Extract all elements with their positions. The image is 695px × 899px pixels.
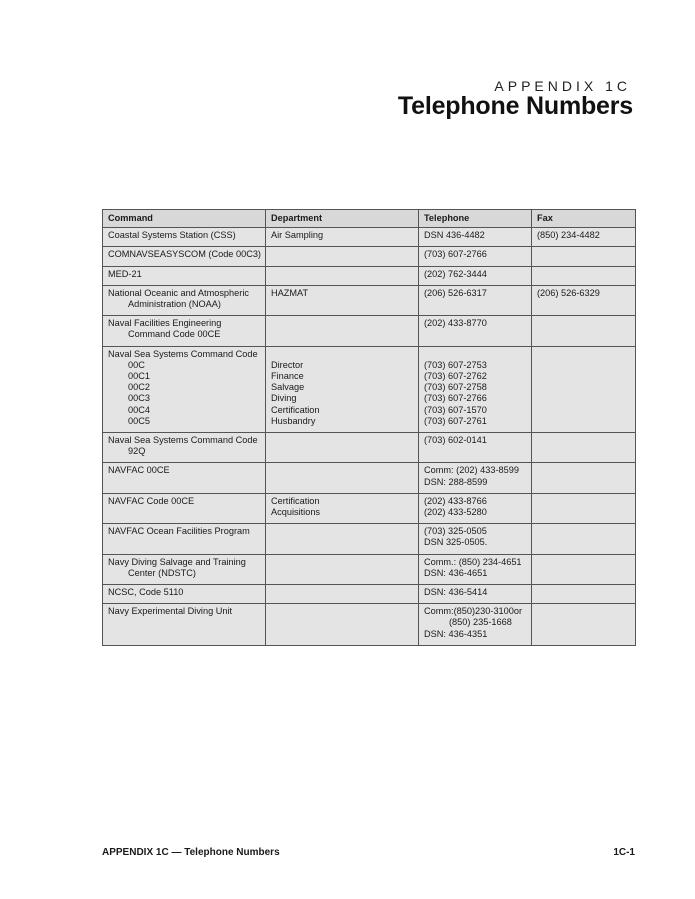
cell-department (266, 604, 419, 646)
cell-command (103, 285, 266, 315)
page-number: 1C-1 (613, 847, 635, 858)
table-row (103, 524, 636, 554)
department-line: Acquisitions (271, 507, 321, 518)
cell-department (266, 493, 419, 523)
command-line: 00C (128, 359, 145, 370)
column-header-telephone: Telephone (419, 210, 532, 228)
cell-fax (532, 604, 636, 646)
column-header-fax: Fax (532, 210, 636, 228)
telephone-line: (850) 235-1668 (449, 617, 512, 628)
department-line: Air Sampling (271, 230, 324, 241)
telephone-line: (703) 607-2761 (424, 415, 487, 426)
cell-command (103, 554, 266, 584)
fax-line: (206) 526-6329 (537, 287, 600, 298)
cell-department (266, 554, 419, 584)
telephone-line: Comm: (202) 433-8599 (424, 465, 519, 476)
command-line: Navy Diving Salvage and Training (108, 556, 246, 567)
table-row (103, 285, 636, 315)
cell-telephone (419, 316, 532, 346)
telephone-line: (703) 325-0505 (424, 526, 487, 537)
telephone-line (424, 349, 526, 360)
cell-department (266, 433, 419, 463)
command-line: 00C2 (128, 382, 150, 393)
cell-telephone (419, 285, 532, 315)
table-row (103, 266, 636, 285)
table-row (103, 228, 636, 247)
cell-department (266, 524, 419, 554)
command-line: NCSC, Code 5110 (108, 587, 184, 598)
cell-telephone (419, 247, 532, 266)
cell-fax (532, 554, 636, 584)
telephone-line: DSN: 288-8599 (424, 476, 488, 487)
department-line: Certification (271, 404, 320, 415)
command-line: Naval Sea Systems Command Code (108, 348, 258, 359)
cell-command (103, 604, 266, 646)
command-line: Naval Sea Systems Command Code (108, 435, 258, 446)
table-row (103, 585, 636, 604)
telephone-line: (202) 433-5280 (424, 507, 487, 518)
table-row (103, 247, 636, 266)
command-line: 92Q (128, 446, 146, 457)
telephone-line: (202) 762-3444 (424, 268, 487, 279)
table-header-row (103, 210, 636, 228)
command-line: Administration (NOAA) (128, 299, 221, 310)
footer-title: APPENDIX 1C — Telephone Numbers (102, 847, 280, 858)
cell-telephone (419, 493, 532, 523)
telephone-line: DSN 436-4482 (424, 230, 485, 241)
table-row (103, 346, 636, 432)
department-line: Certification (271, 495, 320, 506)
command-line: COMNAVSEASYSCOM (Code 00C3) (108, 249, 261, 260)
cell-department (266, 316, 419, 346)
cell-command (103, 316, 266, 346)
cell-command (103, 524, 266, 554)
cell-fax (532, 433, 636, 463)
command-line: Center (NDSTC) (128, 567, 196, 578)
table-body (103, 228, 636, 646)
telephone-line: DSN: 436-4351 (424, 628, 488, 639)
cell-department (266, 228, 419, 247)
telephone-line: (703) 607-2758 (424, 382, 487, 393)
cell-fax (532, 266, 636, 285)
table-row (103, 463, 636, 493)
command-line: NAVFAC Ocean Facilities Program (108, 526, 250, 537)
cell-department (266, 346, 419, 432)
table-row (103, 493, 636, 523)
cell-department (266, 463, 419, 493)
telephone-line: DSN 325-0505. (424, 537, 488, 548)
department-line (271, 349, 413, 360)
cell-fax (532, 346, 636, 432)
cell-command (103, 266, 266, 285)
telephone-line: (703) 602-0141 (424, 435, 487, 446)
department-line: Director (271, 359, 304, 370)
cell-telephone (419, 463, 532, 493)
cell-telephone (419, 585, 532, 604)
telephone-line: (703) 607-2766 (424, 393, 487, 404)
command-line: NAVFAC Code 00CE (108, 495, 195, 506)
telephone-line: (202) 433-8770 (424, 318, 487, 329)
appendix-label: APPENDIX 1C (494, 78, 631, 94)
cell-department (266, 266, 419, 285)
cell-command (103, 463, 266, 493)
telephone-line: Comm:(850)230-3100or (424, 606, 523, 617)
column-header-command: Command (103, 210, 266, 228)
command-line: MED-21 (108, 268, 142, 279)
cell-telephone (419, 346, 532, 432)
command-line: Navy Experimental Diving Unit (108, 606, 233, 617)
command-line: National Oceanic and Atmospheric (108, 287, 249, 298)
cell-department (266, 585, 419, 604)
table-row (103, 554, 636, 584)
cell-fax (532, 316, 636, 346)
department-line: Finance (271, 371, 304, 382)
column-header-department: Department (266, 210, 419, 228)
command-line: Naval Facilities Engineering (108, 318, 222, 329)
cell-department (266, 247, 419, 266)
cell-fax (532, 247, 636, 266)
cell-command (103, 585, 266, 604)
department-line: Salvage (271, 382, 305, 393)
telephone-line: (206) 526-6317 (424, 287, 487, 298)
telephone-line: (202) 433-8766 (424, 495, 487, 506)
department-line: Husbandry (271, 415, 316, 426)
telephone-line: Comm.: (850) 234-4651 (424, 556, 522, 567)
command-line: 00C4 (128, 404, 150, 415)
command-line: 00C3 (128, 393, 150, 404)
telephone-line: (703) 607-2762 (424, 371, 487, 382)
telephone-line: (703) 607-1570 (424, 404, 487, 415)
fax-line: (850) 234-4482 (537, 230, 600, 241)
cell-fax (532, 493, 636, 523)
command-line: 00C1 (128, 371, 150, 382)
command-line: Command Code 00CE (128, 329, 221, 340)
cell-telephone (419, 554, 532, 584)
cell-command (103, 228, 266, 247)
cell-command (103, 247, 266, 266)
cell-fax (532, 228, 636, 247)
cell-telephone (419, 604, 532, 646)
telephone-line: (703) 607-2753 (424, 359, 487, 370)
cell-telephone (419, 228, 532, 247)
telephone-line: (703) 607-2766 (424, 249, 487, 260)
cell-command (103, 433, 266, 463)
cell-department (266, 285, 419, 315)
cell-command (103, 493, 266, 523)
cell-command (103, 346, 266, 432)
table-row (103, 604, 636, 646)
cell-telephone (419, 524, 532, 554)
cell-fax (532, 585, 636, 604)
telephone-line: DSN: 436-4651 (424, 567, 488, 578)
table-row (103, 316, 636, 346)
department-line: Diving (271, 393, 297, 404)
table-row (103, 433, 636, 463)
cell-fax (532, 463, 636, 493)
command-line: NAVFAC 00CE (108, 465, 170, 476)
department-line: HAZMAT (271, 287, 309, 298)
command-line: 00C5 (128, 415, 150, 426)
cell-fax (532, 524, 636, 554)
page-title: Telephone Numbers (397, 92, 633, 120)
cell-telephone (419, 266, 532, 285)
telephone-table (102, 209, 636, 646)
cell-telephone (419, 433, 532, 463)
command-line: Coastal Systems Station (CSS) (108, 230, 236, 241)
telephone-line: DSN: 436-5414 (424, 587, 488, 598)
cell-fax (532, 285, 636, 315)
